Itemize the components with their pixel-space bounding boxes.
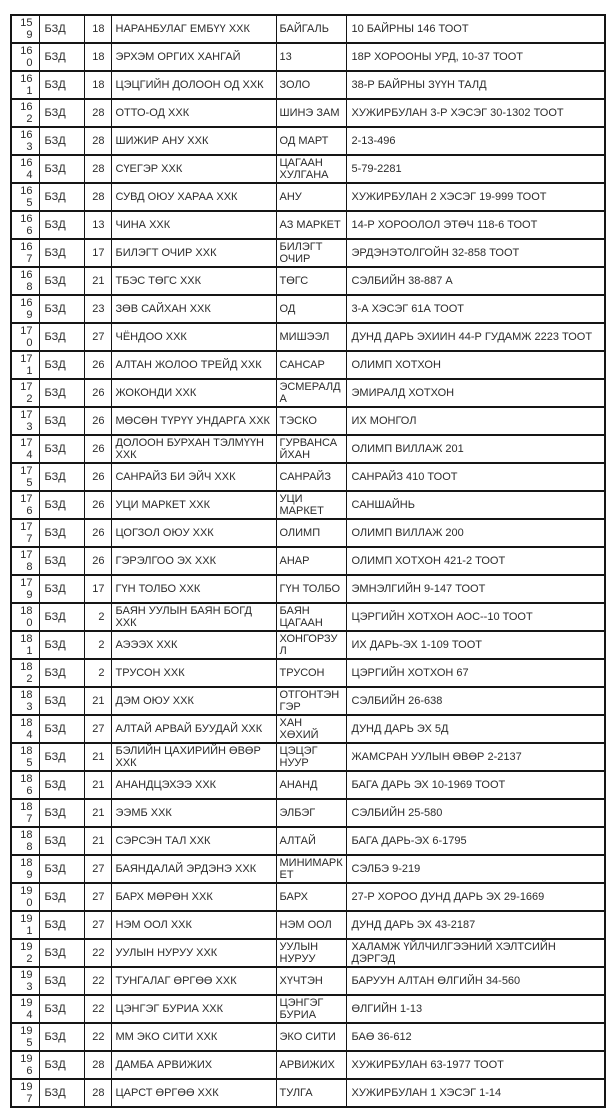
cell-khoroo-number: 26 <box>84 407 111 435</box>
cell-district-code: БЗД <box>39 855 84 883</box>
cell-company-name: ДОЛООН БУРХАН ТЭЛМҮҮН ХХК <box>111 435 276 463</box>
cell-brand-name: ЦАГААН ХУЛГАНА <box>276 155 346 183</box>
cell-company-name: АЛТАН ЖОЛОО ТРЕЙД ХХК <box>111 351 276 379</box>
cell-row-number: 159 <box>11 15 39 43</box>
cell-address: ХАЛАМЖ ҮЙЛЧИЛГЭЭНИЙ ХЭЛТСИЙН ДЭРГЭД <box>346 939 605 967</box>
cell-company-name: БИЛЭГТ ОЧИР ХХК <box>111 239 276 267</box>
cell-row-number: 175 <box>11 463 39 491</box>
cell-brand-name: АНУ <box>276 183 346 211</box>
cell-company-name: ТРУСОН ХХК <box>111 659 276 687</box>
cell-address: ЖАМСРАН УУЛЫН ӨВӨР 2-2137 <box>346 743 605 771</box>
cell-district-code: БЗД <box>39 211 84 239</box>
cell-row-number: 182 <box>11 659 39 687</box>
cell-company-name: БАРХ МӨРӨН ХХК <box>111 883 276 911</box>
cell-row-number: 169 <box>11 295 39 323</box>
table-row <box>11 519 605 547</box>
cell-brand-name: 13 <box>276 43 346 71</box>
cell-khoroo-number: 21 <box>84 743 111 771</box>
table-row <box>11 743 605 771</box>
cell-row-number: 195 <box>11 1023 39 1051</box>
cell-khoroo-number: 28 <box>84 1079 111 1107</box>
cell-khoroo-number: 26 <box>84 379 111 407</box>
cell-khoroo-number: 2 <box>84 659 111 687</box>
cell-khoroo-number: 22 <box>84 939 111 967</box>
cell-khoroo-number: 18 <box>84 71 111 99</box>
cell-brand-name: УУЛЫН НУРУУ <box>276 939 346 967</box>
cell-company-name: ГЭРЭЛГОО ЭХ ХХК <box>111 547 276 575</box>
cell-address: ИХ ДАРЬ-ЭХ 1-109 ТООТ <box>346 631 605 659</box>
table-row <box>11 1079 605 1107</box>
cell-address: ЭРДЭНЭТОЛГОЙН 32-858 ТООТ <box>346 239 605 267</box>
table-row <box>11 687 605 715</box>
cell-address: ДУНД ДАРЬ ЭХ 43-2187 <box>346 911 605 939</box>
cell-company-name: БЭЛИЙН ЦАХИРИЙН ӨВӨР ХХК <box>111 743 276 771</box>
cell-company-name: ЧИНА ХХК <box>111 211 276 239</box>
cell-district-code: БЗД <box>39 939 84 967</box>
cell-row-number: 184 <box>11 715 39 743</box>
cell-khoroo-number: 17 <box>84 575 111 603</box>
cell-brand-name: ОТГОНТЭНГЭР <box>276 687 346 715</box>
cell-address: ДУНД ДАРЬ ЭХИИН 44-Р ГУДАМЖ 2223 ТООТ <box>346 323 605 351</box>
cell-district-code: БЗД <box>39 99 84 127</box>
table-row <box>11 855 605 883</box>
cell-khoroo-number: 27 <box>84 911 111 939</box>
cell-address: 18Р ХОРООНЫ УРД, 10-37 ТООТ <box>346 43 605 71</box>
cell-district-code: БЗД <box>39 799 84 827</box>
cell-khoroo-number: 28 <box>84 99 111 127</box>
cell-address: ЭМИРАЛД ХОТХОН <box>346 379 605 407</box>
cell-brand-name: ЗОЛО <box>276 71 346 99</box>
cell-row-number: 164 <box>11 155 39 183</box>
cell-address: 5-79-2281 <box>346 155 605 183</box>
cell-company-name: ЦАРСТ ӨРГӨӨ ХХК <box>111 1079 276 1107</box>
table-row <box>11 127 605 155</box>
cell-khoroo-number: 21 <box>84 771 111 799</box>
cell-district-code: БЗД <box>39 519 84 547</box>
cell-address: САНРАЙЗ 410 ТООТ <box>346 463 605 491</box>
cell-khoroo-number: 28 <box>84 155 111 183</box>
cell-khoroo-number: 21 <box>84 267 111 295</box>
cell-district-code: БЗД <box>39 715 84 743</box>
cell-address: СЭЛБИЙН 26-638 <box>346 687 605 715</box>
cell-address: ОЛИМП ХОТХОН <box>346 351 605 379</box>
cell-district-code: БЗД <box>39 463 84 491</box>
cell-company-name: МӨСӨН ТҮРҮҮ УНДАРГА ХХК <box>111 407 276 435</box>
cell-address: БАРУУН АЛТАН ӨЛГИЙН 34-560 <box>346 967 605 995</box>
cell-brand-name: БАРХ <box>276 883 346 911</box>
cell-address: ХУЖИРБУЛАН 3-Р ХЭСЭГ 30-1302 ТООТ <box>346 99 605 127</box>
cell-khoroo-number: 13 <box>84 211 111 239</box>
cell-address: ХУЖИРБУЛАН 63-1977 ТООТ <box>346 1051 605 1079</box>
cell-district-code: БЗД <box>39 1023 84 1051</box>
cell-company-name: ШИЖИР АНУ ХХК <box>111 127 276 155</box>
cell-company-name: СУВД ОЮУ ХАРАА ХХК <box>111 183 276 211</box>
cell-khoroo-number: 27 <box>84 855 111 883</box>
cell-khoroo-number: 22 <box>84 967 111 995</box>
cell-district-code: БЗД <box>39 43 84 71</box>
cell-company-name: ДЭМ ОЮУ ХХК <box>111 687 276 715</box>
cell-row-number: 166 <box>11 211 39 239</box>
cell-district-code: БЗД <box>39 1051 84 1079</box>
cell-row-number: 172 <box>11 379 39 407</box>
table-body <box>11 15 605 1107</box>
cell-brand-name: МИНИМАРКЕТ <box>276 855 346 883</box>
cell-address: БАГА ДАРЬ-ЭХ 6-1795 <box>346 827 605 855</box>
cell-brand-name: ХҮЧТЭН <box>276 967 346 995</box>
cell-district-code: БЗД <box>39 1079 84 1107</box>
table-row <box>11 603 605 631</box>
cell-khoroo-number: 27 <box>84 883 111 911</box>
cell-brand-name: АНАНД <box>276 771 346 799</box>
cell-company-name: ТУНГАЛАГ ӨРГӨӨ ХХК <box>111 967 276 995</box>
cell-district-code: БЗД <box>39 547 84 575</box>
cell-address: ӨЛГИЙН 1-13 <box>346 995 605 1023</box>
cell-company-name: ДАМБА АРВИЖИХ <box>111 1051 276 1079</box>
cell-khoroo-number: 26 <box>84 463 111 491</box>
cell-company-name: ЭРХЭМ ОРГИХ ХАНГАЙ <box>111 43 276 71</box>
cell-khoroo-number: 26 <box>84 491 111 519</box>
cell-khoroo-number: 23 <box>84 295 111 323</box>
cell-company-name: ЦОГЗОЛ ОЮУ ХХК <box>111 519 276 547</box>
cell-row-number: 190 <box>11 883 39 911</box>
table-row <box>11 771 605 799</box>
cell-district-code: БЗД <box>39 351 84 379</box>
cell-row-number: 196 <box>11 1051 39 1079</box>
cell-khoroo-number: 26 <box>84 351 111 379</box>
cell-district-code: БЗД <box>39 911 84 939</box>
cell-brand-name: ОД <box>276 295 346 323</box>
cell-district-code: БЗД <box>39 967 84 995</box>
cell-row-number: 174 <box>11 435 39 463</box>
cell-khoroo-number: 2 <box>84 603 111 631</box>
table-row <box>11 183 605 211</box>
cell-brand-name: АЛТАЙ <box>276 827 346 855</box>
cell-district-code: БЗД <box>39 491 84 519</box>
cell-brand-name: ТРУСОН <box>276 659 346 687</box>
table-row <box>11 547 605 575</box>
table-row <box>11 995 605 1023</box>
cell-address: ЦЭРГИЙН ХОТХОН 67 <box>346 659 605 687</box>
cell-brand-name: ХАН ХӨХИЙ <box>276 715 346 743</box>
table-row <box>11 155 605 183</box>
cell-khoroo-number: 21 <box>84 687 111 715</box>
cell-address: ОЛИМП ВИЛЛАЖ 201 <box>346 435 605 463</box>
table-row <box>11 659 605 687</box>
cell-khoroo-number: 26 <box>84 435 111 463</box>
cell-row-number: 160 <box>11 43 39 71</box>
cell-row-number: 192 <box>11 939 39 967</box>
table-row <box>11 99 605 127</box>
cell-brand-name: ТУЛГА <box>276 1079 346 1107</box>
cell-district-code: БЗД <box>39 127 84 155</box>
cell-row-number: 181 <box>11 631 39 659</box>
cell-district-code: БЗД <box>39 687 84 715</box>
cell-brand-name: НЭМ ООЛ <box>276 911 346 939</box>
cell-address: 3-А ХЭСЭГ 61А ТООТ <box>346 295 605 323</box>
cell-khoroo-number: 18 <box>84 15 111 43</box>
cell-company-name: БАЯНДАЛАЙ ЭРДЭНЭ ХХК <box>111 855 276 883</box>
cell-address: 27-Р ХОРОО ДУНД ДАРЬ ЭХ 29-1669 <box>346 883 605 911</box>
cell-company-name: ЦЭЦГИЙН ДОЛООН ОД ХХК <box>111 71 276 99</box>
cell-khoroo-number: 18 <box>84 43 111 71</box>
cell-brand-name: ЦЭНГЭГ БУРИА <box>276 995 346 1023</box>
cell-district-code: БЗД <box>39 71 84 99</box>
cell-address: БАӨ 36-612 <box>346 1023 605 1051</box>
cell-khoroo-number: 2 <box>84 631 111 659</box>
cell-brand-name: БИЛЭГТ ОЧИР <box>276 239 346 267</box>
cell-row-number: 173 <box>11 407 39 435</box>
cell-company-name: СҮЕГЭР ХХК <box>111 155 276 183</box>
cell-company-name: БАЯН УУЛЫН БАЯН БОГД ХХК <box>111 603 276 631</box>
cell-district-code: БЗД <box>39 183 84 211</box>
cell-brand-name: ОЛИМП <box>276 519 346 547</box>
cell-district-code: БЗД <box>39 575 84 603</box>
cell-row-number: 183 <box>11 687 39 715</box>
cell-khoroo-number: 28 <box>84 183 111 211</box>
cell-brand-name: ГҮН ТОЛБО <box>276 575 346 603</box>
cell-row-number: 193 <box>11 967 39 995</box>
cell-company-name: САНРАЙЗ БИ ЭЙЧ ХХК <box>111 463 276 491</box>
cell-district-code: БЗД <box>39 883 84 911</box>
cell-row-number: 187 <box>11 799 39 827</box>
cell-khoroo-number: 28 <box>84 1051 111 1079</box>
table-row <box>11 715 605 743</box>
cell-row-number: 191 <box>11 911 39 939</box>
cell-khoroo-number: 21 <box>84 799 111 827</box>
cell-row-number: 185 <box>11 743 39 771</box>
cell-row-number: 189 <box>11 855 39 883</box>
cell-khoroo-number: 27 <box>84 323 111 351</box>
cell-brand-name: ХОНГОРЗУЛ <box>276 631 346 659</box>
cell-address: СЭЛБИЙН 38-887 А <box>346 267 605 295</box>
cell-district-code: БЗД <box>39 771 84 799</box>
cell-company-name: УУЛЫН НУРУУ ХХК <box>111 939 276 967</box>
table-row <box>11 211 605 239</box>
cell-company-name: СЭРСЭН ТАЛ ХХК <box>111 827 276 855</box>
cell-row-number: 179 <box>11 575 39 603</box>
table-row <box>11 799 605 827</box>
cell-district-code: БЗД <box>39 743 84 771</box>
table-row <box>11 631 605 659</box>
cell-district-code: БЗД <box>39 603 84 631</box>
table-row <box>11 491 605 519</box>
cell-brand-name: ТӨГС <box>276 267 346 295</box>
business-list-table <box>10 14 606 1108</box>
cell-brand-name: АНАР <box>276 547 346 575</box>
cell-district-code: БЗД <box>39 379 84 407</box>
table-row <box>11 1051 605 1079</box>
cell-district-code: БЗД <box>39 239 84 267</box>
table-row <box>11 883 605 911</box>
cell-brand-name: АЗ МАРКЕТ <box>276 211 346 239</box>
cell-company-name: ЧЁНДОО ХХК <box>111 323 276 351</box>
cell-district-code: БЗД <box>39 827 84 855</box>
cell-district-code: БЗД <box>39 435 84 463</box>
cell-company-name: АЛТАЙ АРВАЙ БУУДАЙ ХХК <box>111 715 276 743</box>
cell-district-code: БЗД <box>39 15 84 43</box>
cell-row-number: 186 <box>11 771 39 799</box>
cell-khoroo-number: 21 <box>84 827 111 855</box>
cell-khoroo-number: 28 <box>84 127 111 155</box>
cell-brand-name: БАЯН ЦАГААН <box>276 603 346 631</box>
cell-company-name: УЦИ МАРКЕТ ХХК <box>111 491 276 519</box>
table-row <box>11 43 605 71</box>
cell-row-number: 161 <box>11 71 39 99</box>
cell-khoroo-number: 22 <box>84 1023 111 1051</box>
cell-brand-name: ТЭСКО <box>276 407 346 435</box>
table-row <box>11 1023 605 1051</box>
cell-brand-name: САНСАР <box>276 351 346 379</box>
cell-row-number: 176 <box>11 491 39 519</box>
cell-row-number: 167 <box>11 239 39 267</box>
cell-address: 14-Р ХОРООЛОЛ ЭТӨЧ 118-6 ТООТ <box>346 211 605 239</box>
table-row <box>11 939 605 967</box>
cell-brand-name: ЦЭЦЭГ НУУР <box>276 743 346 771</box>
cell-address: ЦЭРГИЙН ХОТХОН АОС--10 ТООТ <box>346 603 605 631</box>
cell-khoroo-number: 22 <box>84 995 111 1023</box>
cell-row-number: 180 <box>11 603 39 631</box>
cell-brand-name: УЦИ МАРКЕТ <box>276 491 346 519</box>
cell-row-number: 170 <box>11 323 39 351</box>
table-row <box>11 295 605 323</box>
cell-company-name: ЖОКОНДИ ХХК <box>111 379 276 407</box>
table-row <box>11 239 605 267</box>
table-row <box>11 967 605 995</box>
cell-brand-name: ЭКО СИТИ <box>276 1023 346 1051</box>
cell-district-code: БЗД <box>39 323 84 351</box>
cell-khoroo-number: 17 <box>84 239 111 267</box>
cell-khoroo-number: 27 <box>84 715 111 743</box>
table-row <box>11 267 605 295</box>
cell-address: ИХ МОНГОЛ <box>346 407 605 435</box>
table-row <box>11 379 605 407</box>
cell-row-number: 197 <box>11 1079 39 1107</box>
cell-address: ОЛИМП ХОТХОН 421-2 ТООТ <box>346 547 605 575</box>
cell-company-name: ТБЭС ТӨГС ХХК <box>111 267 276 295</box>
table-row <box>11 407 605 435</box>
cell-brand-name: АРВИЖИХ <box>276 1051 346 1079</box>
cell-brand-name: БАЙГАЛЬ <box>276 15 346 43</box>
cell-khoroo-number: 26 <box>84 519 111 547</box>
cell-district-code: БЗД <box>39 659 84 687</box>
cell-row-number: 188 <box>11 827 39 855</box>
cell-company-name: АЭЭЭХ ХХК <box>111 631 276 659</box>
cell-brand-name: ГУРВАНСАЙХАН <box>276 435 346 463</box>
cell-row-number: 165 <box>11 183 39 211</box>
cell-company-name: АНАНДЦЭХЭЭ ХХК <box>111 771 276 799</box>
cell-company-name: ЗӨВ САЙХАН ХХК <box>111 295 276 323</box>
cell-address: ХУЖИРБУЛАН 1 ХЭСЭГ 1-14 <box>346 1079 605 1107</box>
cell-district-code: БЗД <box>39 267 84 295</box>
cell-row-number: 163 <box>11 127 39 155</box>
cell-row-number: 178 <box>11 547 39 575</box>
cell-brand-name: МИШЭЭЛ <box>276 323 346 351</box>
cell-district-code: БЗД <box>39 995 84 1023</box>
cell-row-number: 177 <box>11 519 39 547</box>
cell-address: 10 БАЙРНЫ 146 ТООТ <box>346 15 605 43</box>
cell-district-code: БЗД <box>39 407 84 435</box>
cell-address: СЭЛБИЙН 25-580 <box>346 799 605 827</box>
cell-district-code: БЗД <box>39 295 84 323</box>
cell-address: 38-Р БАЙРНЫ ЗҮҮН ТАЛД <box>346 71 605 99</box>
cell-company-name: ОТТО-ОД ХХК <box>111 99 276 127</box>
cell-brand-name: САНРАЙЗ <box>276 463 346 491</box>
cell-brand-name: ЭСМЕРАЛДА <box>276 379 346 407</box>
cell-khoroo-number: 26 <box>84 547 111 575</box>
cell-company-name: ЦЭНГЭГ БУРИА ХХК <box>111 995 276 1023</box>
cell-row-number: 162 <box>11 99 39 127</box>
cell-row-number: 168 <box>11 267 39 295</box>
cell-address: 2-13-496 <box>346 127 605 155</box>
cell-company-name: НАРАНБУЛАГ ЕМБҮҮ ХХК <box>111 15 276 43</box>
cell-brand-name: ШИНЭ ЗАМ <box>276 99 346 127</box>
cell-address: САНШАЙНЬ <box>346 491 605 519</box>
table-row <box>11 15 605 43</box>
cell-company-name: ЭЭМБ ХХК <box>111 799 276 827</box>
cell-brand-name: ОД МАРТ <box>276 127 346 155</box>
cell-address: ОЛИМП ВИЛЛАЖ 200 <box>346 519 605 547</box>
cell-row-number: 194 <box>11 995 39 1023</box>
cell-address: СЭЛБЭ 9-219 <box>346 855 605 883</box>
table-row <box>11 435 605 463</box>
cell-address: ХУЖИРБУЛАН 2 ХЭСЭГ 19-999 ТООТ <box>346 183 605 211</box>
table-row <box>11 463 605 491</box>
cell-address: ДУНД ДАРЬ ЭХ 5Д <box>346 715 605 743</box>
table-row <box>11 575 605 603</box>
table-row <box>11 71 605 99</box>
cell-company-name: ГҮН ТОЛБО ХХК <box>111 575 276 603</box>
table-row <box>11 827 605 855</box>
cell-district-code: БЗД <box>39 631 84 659</box>
cell-district-code: БЗД <box>39 155 84 183</box>
cell-brand-name: ЭЛБЭГ <box>276 799 346 827</box>
cell-address: ЭМНЭЛГИЙН 9-147 ТООТ <box>346 575 605 603</box>
cell-company-name: НЭМ ООЛ ХХК <box>111 911 276 939</box>
table-row <box>11 323 605 351</box>
table-row <box>11 351 605 379</box>
cell-address: БАГА ДАРЬ ЭХ 10-1969 ТООТ <box>346 771 605 799</box>
table-row <box>11 911 605 939</box>
cell-company-name: ММ ЭКО СИТИ ХХК <box>111 1023 276 1051</box>
cell-row-number: 171 <box>11 351 39 379</box>
